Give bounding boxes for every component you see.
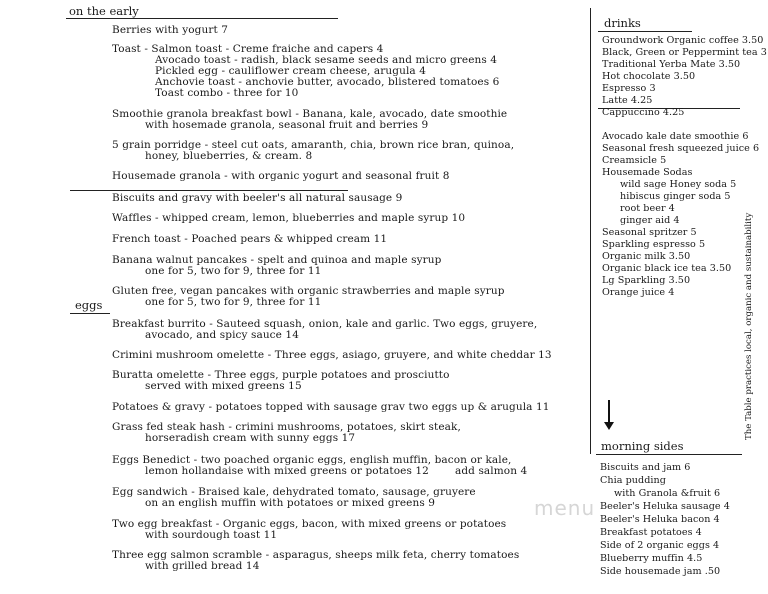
drink-line: Seasonal fresh squeezed juice 6: [602, 143, 760, 154]
drink-line: Traditional Yerba Mate 3.50: [602, 59, 741, 70]
menu-line: one for 5, two for 9, three for 11: [145, 265, 322, 277]
drink-line: Orange juice 4: [602, 287, 675, 298]
drink-line: Housemade Sodas: [602, 167, 693, 178]
drink-line: Organic black ice tea 3.50: [602, 263, 732, 274]
menu-line: Buratta omelette - Three eggs, purple potatoes and prosciutto: [112, 369, 450, 381]
menu-line: Smoothie granola breakfast bowl - Banana, kale, avocado, date smoothie: [112, 108, 508, 120]
drink-line: Avocado kale date smoothie 6: [602, 131, 749, 142]
down-arrow-head-icon: [604, 422, 614, 430]
menu-line: Banana walnut pancakes - spelt and quinoa and maple syrup: [112, 254, 442, 266]
drink-line: Groundwork Organic coffee 3.50: [602, 35, 764, 46]
divider: [70, 313, 110, 314]
drink-line: wild sage Honey soda 5: [620, 179, 737, 190]
menu-line: Three egg salmon scramble - asparagus, sheeps milk feta, cherry tomatoes: [112, 549, 520, 561]
down-arrow-icon: [608, 400, 610, 424]
menu-line: Egg sandwich - Braised kale, dehydrated tomato, sausage, gruyere: [112, 486, 476, 498]
column-divider: [590, 8, 591, 454]
drink-line: Creamsicle 5: [602, 155, 667, 166]
menu-line: Eggs Benedict - two poached organic eggs, english muffin, bacon or kale,: [112, 454, 512, 466]
menu-line: Grass fed steak hash - crimini mushrooms, potatoes, skirt steak,: [112, 421, 461, 433]
menu-line: with hosemade granola, seasonal fruit and berries 9: [145, 119, 429, 131]
menu-line: French toast - Poached pears & whipped cream 11: [112, 233, 388, 245]
menu-line: avocado, and spicy sauce 14: [145, 329, 299, 341]
divider: [70, 190, 348, 191]
drink-line: Black, Green or Peppermint tea 3: [602, 47, 767, 58]
menu-line: Potatoes & gravy - potatoes topped with sausage grav two eggs up & arugula 11: [112, 401, 550, 413]
menu-line: served with mixed greens 15: [145, 380, 302, 392]
menu-line: on an english muffin with potatoes or mixed greens 9: [145, 497, 436, 509]
drink-line: ginger aid 4: [620, 215, 680, 226]
drink-line: Sparkling espresso 5: [602, 239, 706, 250]
drink-line: Latte 4.25: [602, 95, 653, 106]
section-title-eggs: eggs: [75, 298, 103, 312]
side-line: Side of 2 organic eggs 4: [600, 540, 720, 551]
sustainability-note: The Table practices local, organic and sustainability: [744, 212, 754, 440]
menu-line: Berries with yogurt 7: [112, 24, 229, 36]
side-line: Beeler's Heluka bacon 4: [600, 514, 720, 525]
divider: [596, 454, 742, 455]
menu-line: Toast - Salmon toast - Creme fraiche and capers 4: [112, 43, 384, 55]
menu-line: Toast combo - three for 10: [155, 87, 299, 99]
menu-line: horseradish cream with sunny eggs 17: [145, 432, 356, 444]
drink-line: Cappuccino 4.25: [602, 107, 685, 118]
menu-line: Housemade granola - with organic yogurt and seasonal fruit 8: [112, 170, 450, 182]
drink-line: Organic milk 3.50: [602, 251, 691, 262]
menu-line: honey, blueberries, & cream. 8: [145, 150, 313, 162]
side-line: Beeler's Heluka sausage 4: [600, 501, 730, 512]
menu-line: one for 5, two for 9, three for 11: [145, 296, 322, 308]
drink-line: root beer 4: [620, 203, 675, 214]
side-line: Side housemade jam .50: [600, 566, 721, 577]
drink-line: Lg Sparkling 3.50: [602, 275, 691, 286]
menu-line: Breakfast burrito - Sauteed squash, onion, kale and garlic. Two eggs, gruyere,: [112, 318, 538, 330]
divider: [598, 31, 692, 32]
side-line: with Granola &fruit 6: [614, 488, 721, 499]
section-title-early: on the early: [69, 4, 139, 18]
drink-line: Espresso 3: [602, 83, 656, 94]
drink-line: hibiscus ginger soda 5: [620, 191, 731, 202]
side-line: Biscuits and jam 6: [600, 462, 691, 473]
menu-line: with sourdough toast 11: [145, 529, 278, 541]
menu-line: Crimini mushroom omelette - Three eggs, asiago, gruyere, and white cheddar 13: [112, 349, 552, 361]
divider: [66, 18, 338, 19]
section-title-drinks: drinks: [604, 16, 641, 30]
menu-line: Two egg breakfast - Organic eggs, bacon, with mixed greens or potatoes: [112, 518, 507, 530]
menu-line: lemon hollandaise with mixed greens or potatoes 12: [145, 465, 429, 477]
menu-line: Waffles - whipped cream, lemon, blueberries and maple syrup 10: [112, 212, 466, 224]
menu-line: Pickled egg - cauliflower cream cheese, arugula 4: [155, 65, 426, 77]
menu-line: 5 grain porridge - steel cut oats, amaranth, chia, brown rice bran, quinoa,: [112, 139, 515, 151]
menu-line: with grilled bread 14: [145, 560, 260, 572]
side-line: Blueberry muffin 4.5: [600, 553, 703, 564]
menu-line: Gluten free, vegan pancakes with organic strawberries and maple syrup: [112, 285, 505, 297]
section-title-morning-sides: morning sides: [601, 439, 684, 453]
menu-line: Avocado toast - radish, black sesame seeds and micro greens 4: [155, 54, 498, 66]
menu-line-addon: add salmon 4: [455, 465, 528, 477]
drink-line: Hot chocolate 3.50: [602, 71, 696, 82]
menu-line: Anchovie toast - anchovie butter, avocado, blistered tomatoes 6: [155, 76, 500, 88]
drink-line: Seasonal spritzer 5: [602, 227, 697, 238]
side-line: Breakfast potatoes 4: [600, 527, 702, 538]
watermark: menu: [534, 496, 596, 520]
side-line: Chia pudding: [600, 475, 666, 486]
menu-line: Biscuits and gravy with beeler's all natural sausage 9: [112, 192, 403, 204]
